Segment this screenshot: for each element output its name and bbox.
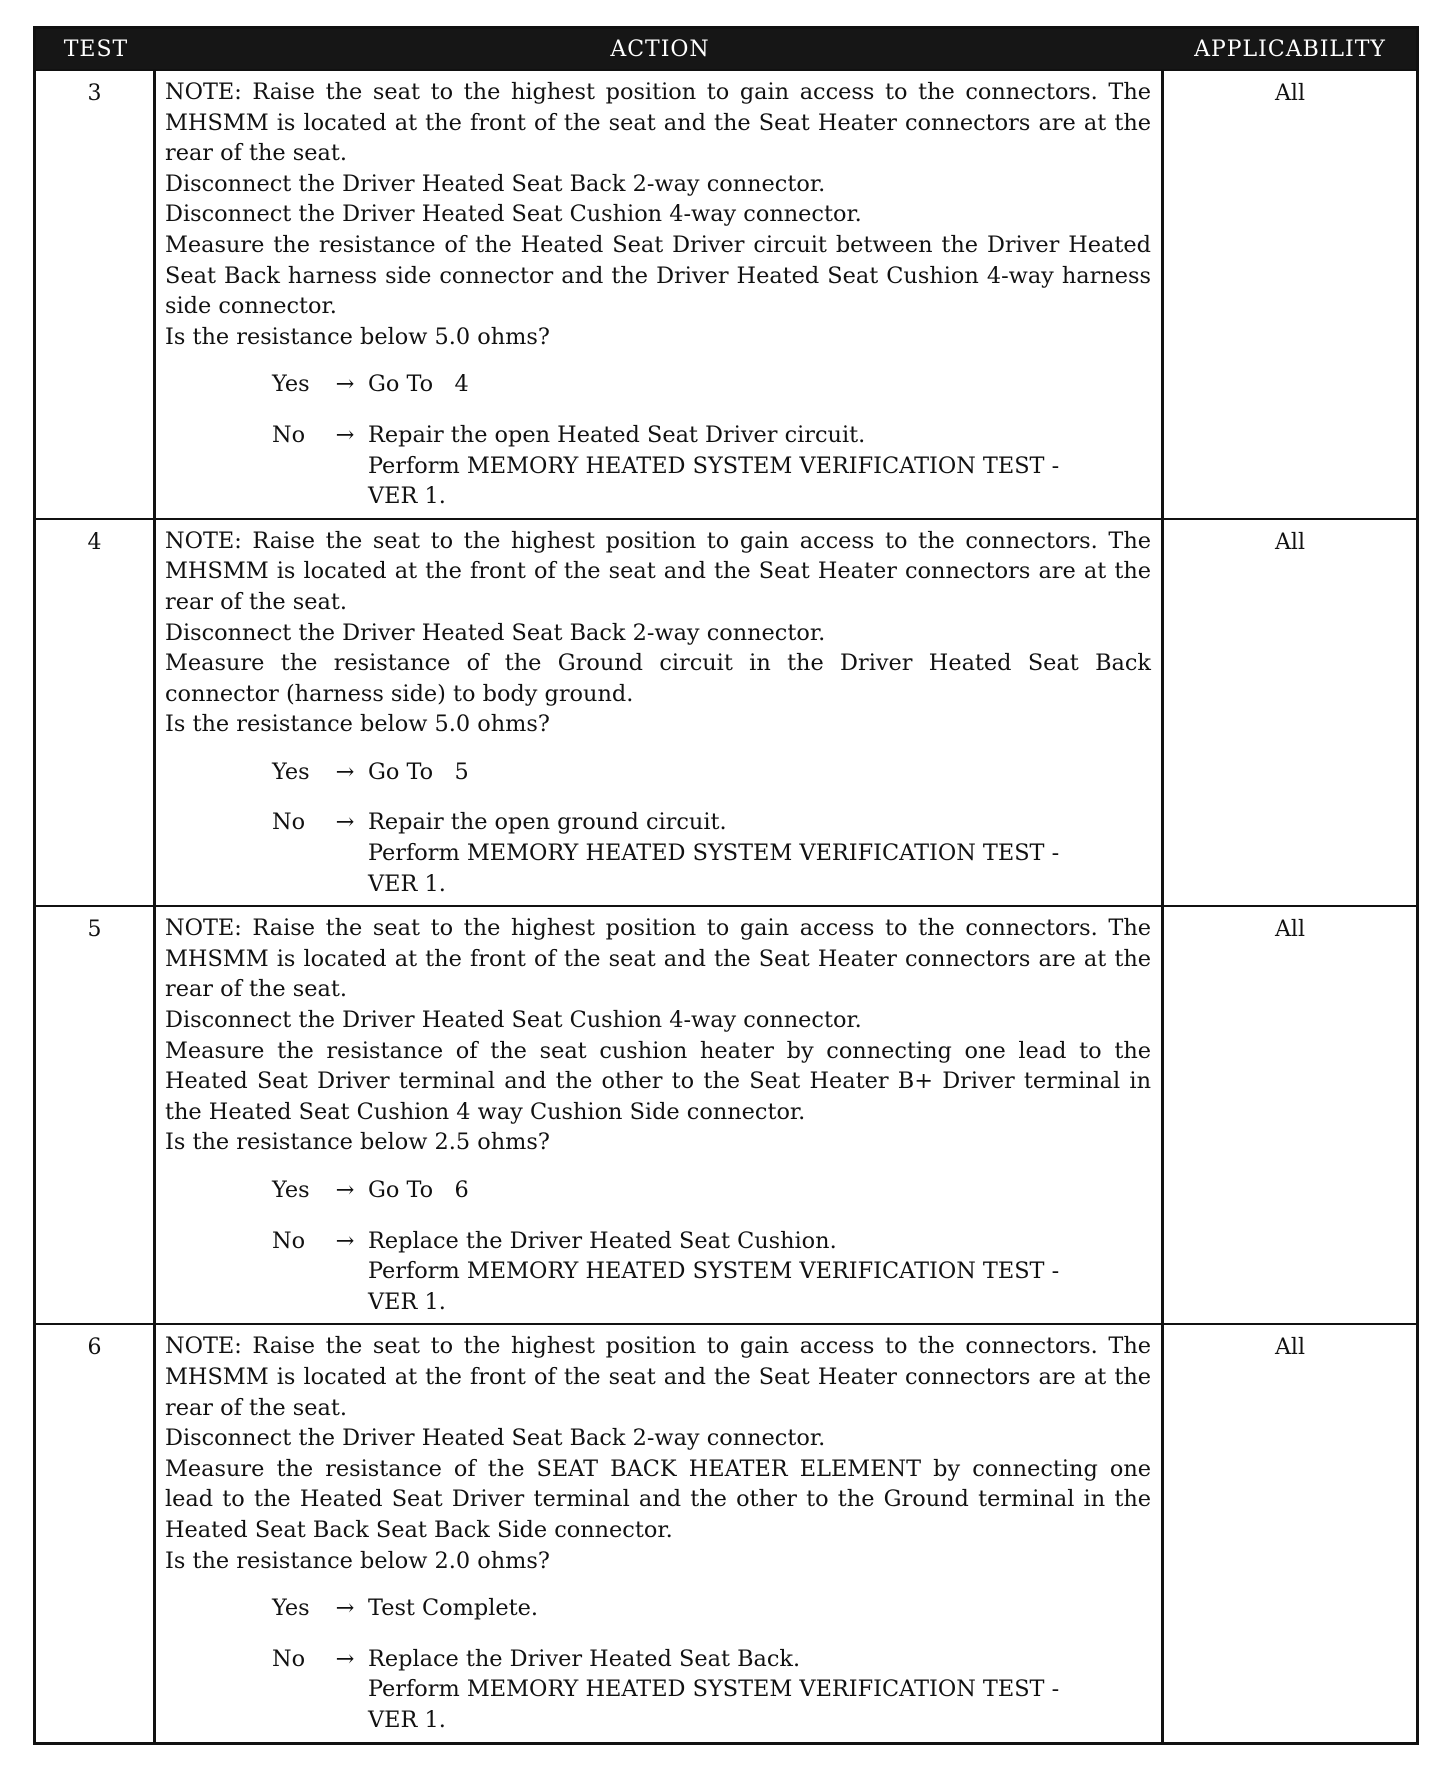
action-text-line: lead to the Heated Seat Driver terminal and the other to the Ground terminal in the — [165, 1486, 1151, 1513]
action-text-line: Measure the resistance of the SEAT BACK HEATER ELEMENT by connecting one — [165, 1455, 1151, 1482]
action-text-line: Measure the resistance of the Heated Seat Driver circuit between the Driver Heated — [165, 231, 1151, 258]
result-text-line: VER 1. — [368, 1706, 446, 1733]
result-text-line: Perform MEMORY HEATED SYSTEM VERIFICATION TEST - — [368, 840, 1060, 867]
action-cell — [156, 520, 1164, 906]
action-text-line: NOTE: Raise the seat to the highest position to gain access to the connectors. The — [165, 915, 1151, 942]
action-text-line: Disconnect the Driver Heated Seat Back 2-way connector. — [165, 1425, 826, 1452]
action-text-line: Measure the resistance of the seat cushion heater by connecting one lead to the — [165, 1037, 1151, 1064]
test-number: 5 — [36, 907, 156, 1323]
no-answer — [272, 807, 1151, 899]
test-number: 4 — [36, 520, 156, 906]
header-action: ACTION — [610, 36, 710, 62]
action-text-line: Disconnect the Driver Heated Seat Back 2-way connector. — [165, 170, 826, 197]
no-result — [368, 1644, 1151, 1736]
action-text-line: side connector. — [165, 293, 337, 320]
action-text-line: NOTE: Raise the seat to the highest position to gain access to the connectors. The — [165, 527, 1151, 554]
yes-label: Yes — [272, 371, 310, 398]
action-text-line: the Heated Seat Cushion 4 way Cushion Side connector. — [165, 1098, 806, 1125]
applicability-cell: All — [1275, 917, 1305, 943]
no-result — [368, 420, 1151, 512]
action-text-line: MHSMM is located at the front of the seat and the Seat Heater connectors are at the — [165, 945, 1151, 972]
action-text-line: connector (harness side) to body ground. — [165, 680, 634, 707]
applicability-cell: All — [1275, 1335, 1305, 1361]
header-test: TEST — [63, 36, 129, 62]
action-text-line: MHSMM is located at the front of the seat and the Seat Heater connectors are at the — [165, 558, 1151, 585]
no-label: No — [272, 1227, 306, 1254]
result-text-line: Replace the Driver Heated Seat Back. — [368, 1645, 801, 1672]
action-text-line: MHSMM is located at the front of the seat and the Seat Heater connectors are at the — [165, 1363, 1151, 1390]
arrow-icon: → — [335, 809, 355, 836]
result-text-line: Replace the Driver Heated Seat Cushion. — [368, 1227, 837, 1254]
yes-label: Yes — [272, 1595, 310, 1622]
test-number: 6 — [36, 1325, 156, 1741]
result-text-line: Perform MEMORY HEATED SYSTEM VERIFICATION TEST - — [368, 1676, 1060, 1703]
table-body — [36, 69, 1416, 1742]
table-header — [36, 29, 1416, 69]
action-cell — [156, 1325, 1164, 1741]
yes-answer — [272, 757, 1151, 788]
action-text-line: Heated Seat Driver terminal and the other to the Seat Heater B+ Driver terminal in — [165, 1068, 1151, 1095]
arrow-icon: → — [335, 1177, 355, 1203]
applicability-cell: All — [1275, 81, 1305, 106]
action-cell — [156, 71, 1164, 518]
no-answer — [272, 1226, 1151, 1318]
no-result — [368, 1226, 1151, 1318]
result-text-line: Repair the open ground circuit. — [368, 809, 727, 836]
yes-answer — [272, 1593, 1151, 1624]
no-label: No — [272, 421, 306, 448]
yes-label: Yes — [272, 758, 310, 785]
action-text-line: Is the resistance below 2.5 ohms? — [165, 1129, 550, 1156]
arrow-icon: → — [335, 758, 355, 785]
action-text-line: NOTE: Raise the seat to the highest position to gain access to the connectors. The — [165, 1333, 1151, 1360]
result-text-line: VER 1. — [368, 1288, 446, 1315]
arrow-icon: → — [335, 421, 355, 448]
table-row — [36, 69, 1416, 518]
yes-result — [368, 1593, 1151, 1624]
arrow-icon: → — [335, 1645, 355, 1672]
no-answer — [272, 1644, 1151, 1736]
test-number: 3 — [36, 71, 156, 518]
yes-result — [368, 757, 1151, 788]
result-text-line: VER 1. — [368, 483, 446, 510]
result-text-line: Test Complete. — [368, 1595, 539, 1622]
action-text-line: Disconnect the Driver Heated Seat Cushion 4-way connector. — [165, 201, 862, 228]
action-cell — [156, 907, 1164, 1323]
action-text-line: rear of the seat. — [165, 588, 348, 615]
result-text-line: Go To 6 — [368, 1177, 469, 1203]
result-text-line: Repair the open Heated Seat Driver circuit. — [368, 421, 866, 448]
table-row — [36, 1323, 1416, 1741]
header-applicability: APPLICABILITY — [1194, 36, 1386, 62]
arrow-icon: → — [335, 1227, 355, 1254]
action-text-line: rear of the seat. — [165, 140, 348, 167]
action-text-line: Is the resistance below 2.0 ohms? — [165, 1547, 550, 1574]
result-text-line: Perform MEMORY HEATED SYSTEM VERIFICATION TEST - — [368, 1258, 1060, 1285]
arrow-icon: → — [335, 371, 355, 398]
no-answer — [272, 420, 1151, 512]
result-text-line: Go To 5 — [368, 758, 469, 785]
diagnostic-table — [33, 26, 1419, 1745]
no-result — [368, 807, 1151, 899]
action-text-line: Measure the resistance of the Ground circuit in the Driver Heated Seat Back — [165, 650, 1151, 677]
result-text-line: Perform MEMORY HEATED SYSTEM VERIFICATION TEST - — [368, 452, 1060, 479]
no-label: No — [272, 1645, 306, 1672]
action-text-line: Seat Back harness side connector and the Driver Heated Seat Cushion 4-way harness — [165, 262, 1151, 289]
result-text-line: Go To 4 — [368, 371, 469, 398]
yes-result — [368, 369, 1151, 400]
result-text-line: VER 1. — [368, 870, 446, 897]
applicability-cell: All — [1275, 529, 1305, 555]
action-text-line: Heated Seat Back Seat Back Side connector. — [165, 1516, 673, 1543]
action-text-line: Is the resistance below 5.0 ohms? — [165, 323, 550, 350]
yes-answer — [272, 369, 1151, 400]
action-text-line: rear of the seat. — [165, 1394, 348, 1421]
action-text-line: rear of the seat. — [165, 976, 348, 1003]
action-text-line: Disconnect the Driver Heated Seat Cushion 4-way connector. — [165, 1007, 862, 1034]
action-text-line: MHSMM is located at the front of the seat and the Seat Heater connectors are at the — [165, 109, 1151, 136]
action-text-line: NOTE: Raise the seat to the highest position to gain access to the connectors. The — [165, 79, 1151, 105]
action-text-line: Is the resistance below 5.0 ohms? — [165, 711, 550, 738]
action-text-line: Disconnect the Driver Heated Seat Back 2-way connector. — [165, 619, 826, 646]
table-row — [36, 518, 1416, 906]
yes-label: Yes — [272, 1177, 310, 1203]
no-label: No — [272, 809, 306, 836]
arrow-icon: → — [335, 1595, 355, 1622]
yes-result — [368, 1175, 1151, 1206]
yes-answer — [272, 1175, 1151, 1206]
table-row — [36, 905, 1416, 1323]
